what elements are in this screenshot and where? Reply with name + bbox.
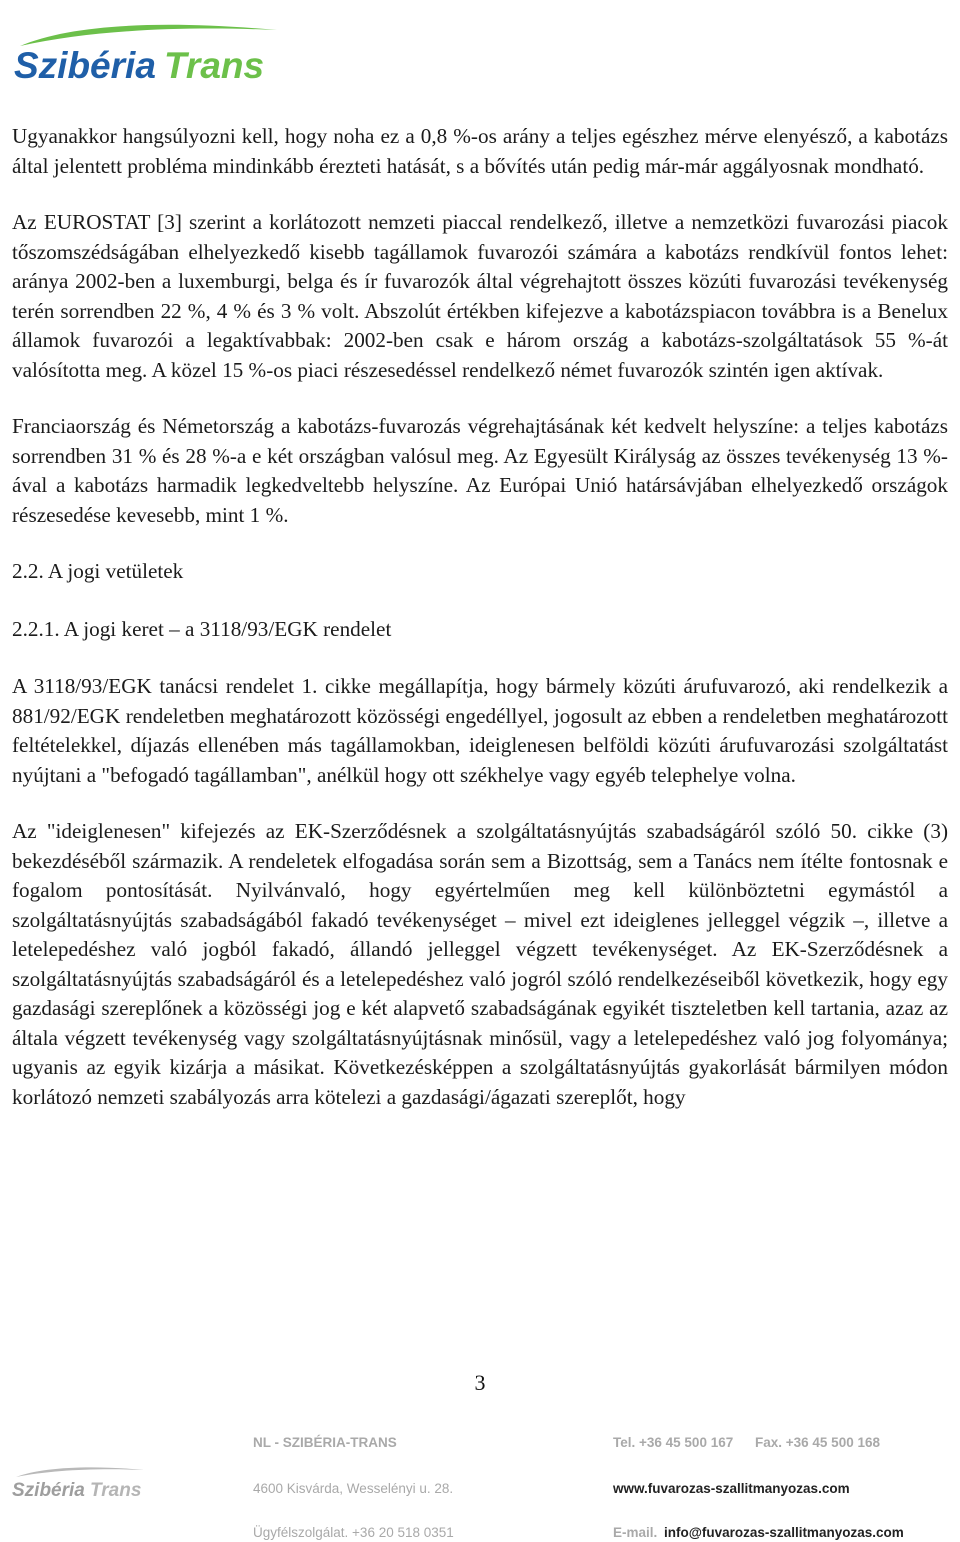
footer-fax: Fax. +36 45 500 168 xyxy=(755,1435,880,1450)
footer-logo xyxy=(12,1465,152,1501)
document-body xyxy=(12,122,948,1139)
logo-swoosh xyxy=(20,25,277,46)
footer-email-label: E-mail. xyxy=(613,1525,658,1540)
paragraph-5: Az "ideiglenesen" kifejezés az EK-Szerződésnek a szolgáltatásnyújtás szabadságáról szóló 50. cikke (3) bekezdéséből származik. A rendeletek elfogadása során sem a Bizottság, sem a Tanács nem ítélte fontosnak e fogalom pontosítását. Nyilvánvaló, hogy egyértelműen meg kell különböztetni egymástól a szolgáltatásnyújtás szabadságából fakadó tevékenységet – mivel ezt ideiglenes jelleggel végzik –, illetve a letelepedéshez való jogból fakadó, állandó jelleggel végzett tevékenységet. Az EK-Szerződésnek a szolgáltatásnyújtás szabadságáról és a letelepedéshez való jogról szóló rendelkezéseiből következik, hogy egy gazdasági szereplőnek a közösségi jog e két alapvető szabadságának egyikét tiszteletben kell tartania, azaz az általa végzett tevékenység vagy szolgáltatásnyújtásnak minősül, vagy a letelepedéshez való jog folyománya; ugyanis az egyik kizárja a másikat. Következésképpen a szolgáltatásnyújtás gyakorlását bármilyen módon korlátozó nemzeti szabályozás arra kötelezi a gazdasági/ágazati szereplőt, hogy xyxy=(12,819,948,1109)
page-number: 3 xyxy=(474,1370,486,1395)
logo-word-1: Szibéria xyxy=(14,45,156,84)
section-heading: 2.2. A jogi vetületek xyxy=(12,559,184,583)
paragraph-1: Ugyanakkor hangsúlyozni kell, hogy noha ez a 0,8 %-os arány a teljes egészhez mérve elenyésző, a kabotázs által jelentett probléma mindinkább érezteti hatását, s a bővítés után pedig már-már aggályosnak mondható. xyxy=(12,124,948,178)
company-logo xyxy=(12,22,292,84)
footer-address: 4600 Kisvárda, Wesselényi u. 28. xyxy=(253,1481,454,1496)
footer-logo-word-2: Trans xyxy=(90,1480,142,1501)
footer-service-phone: Ügyfélszolgálat. +36 20 518 0351 xyxy=(253,1525,454,1540)
footer-website-link[interactable]: www.fuvarozas-szallitmanyozas.com xyxy=(613,1481,850,1496)
footer-company: NL - SZIBÉRIA-TRANS xyxy=(253,1435,397,1450)
paragraph-2: Az EUROSTAT [3] szerint a korlátozott nemzeti piaccal rendelkező, illetve a nemzetközi fuvarozási piacok tőszomszédságában elhelyezkedő kisebb tagállamok fuvarozói számára a kabotázs rendkívül fontos lehet: aránya 2002-ben a luxemburgi, belga és ír fuvarozók által végrehajtott összes közúti fuvarozási tevékenység terén sorrendben 22 %, 4 % és 3 % volt. Abszolút értékben kifejezve a kabotázspiacon továbbra is a Benelux államok fuvarozói a legaktívabbak: 2002-ben csak e három ország a kabotázs-szolgáltatások 55 %-át valósította meg. A közel 15 %-os piaci részesedéssel rendelkező német fuvarozók szintén igen aktívak. xyxy=(12,210,948,382)
logo-graphic xyxy=(12,22,292,84)
footer-logo-graphic xyxy=(12,1465,152,1501)
footer-logo-swoosh xyxy=(16,1467,144,1477)
page-footer xyxy=(0,1415,960,1542)
subsection-heading: 2.2.1. A jogi keret – a 3118/93/EGK rendelet xyxy=(12,616,392,641)
footer-tel: Tel. +36 45 500 167 xyxy=(613,1435,734,1450)
paragraph-4: A 3118/93/EGK tanácsi rendelet 1. cikke megállapítja, hogy bármely közúti árufuvarozó, aki rendelkezik a 881/92/EGK rendeletben meghatározott közösségi engedéllyel, jogosult az ebben a rendeletben meghatározott feltételekkel, díjazás ellenében más tagállamokban, ideiglenesen belföldi közúti árufuvarozási szolgáltatást nyújtani a "befogadó tagállamban", anélkül hogy ott székhelye vagy egyéb telephelye volna. xyxy=(12,674,948,787)
logo-word-2: Trans xyxy=(164,45,265,84)
paragraph-3: Franciaország és Németország a kabotázs-fuvarozás végrehajtásának két kedvelt helyszíne: a teljes kabotázs sorrendben 31 % és 28 %-a e két országban valósul meg. Az Egyesült Királyság az összes tevékenység 13 %-ával a kabotázs harmadik legkedveltebb helyszíne. Az Európai Unió határsávjában elhelyezkedő országok részesedése kevesebb, mint 1 %. xyxy=(12,414,948,527)
footer-logo-word-1: Szibéria xyxy=(12,1480,85,1501)
footer-email-link[interactable]: info@fuvarozas-szallitmanyozas.com xyxy=(664,1525,904,1540)
